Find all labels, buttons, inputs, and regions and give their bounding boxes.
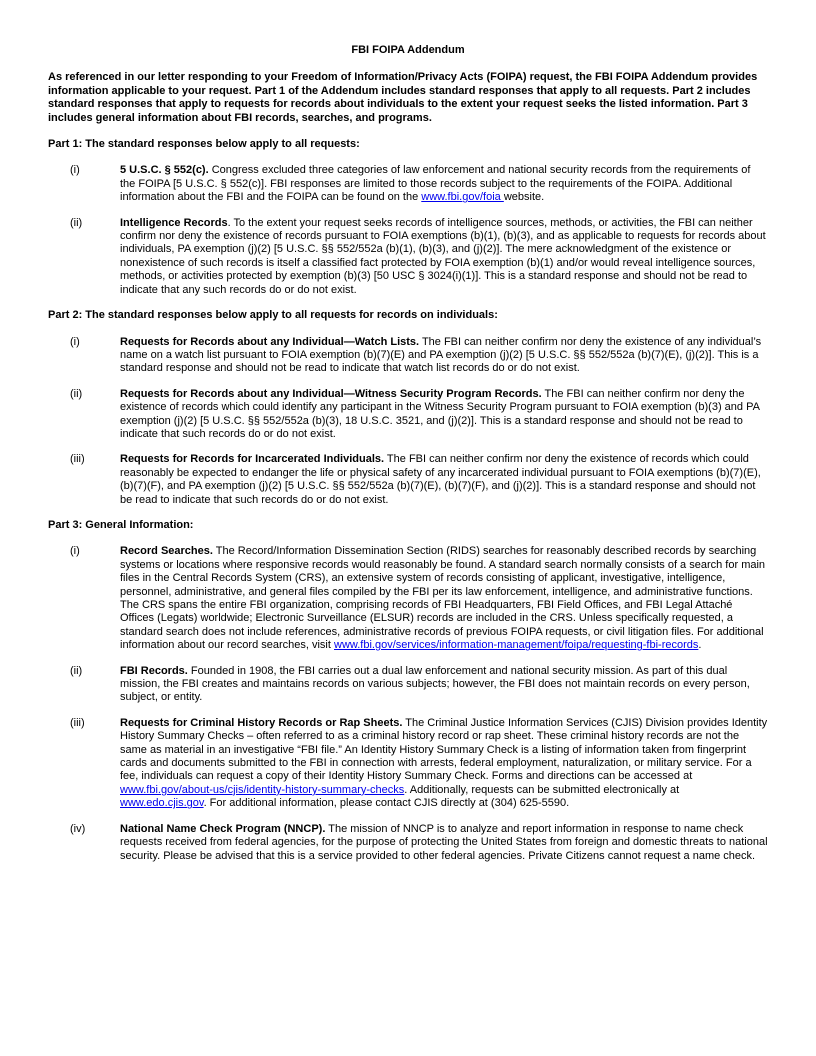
item-text: The Record/Information Dissemination Section (RIDS) searches for reasonably described records by searching systems or locations where responsive records would reasonably be found. A standard search normally consists of a search for main files in the Central Records System (CRS), an extensive system of records consisting of applicant, investigative, intelligence, personnel, administrative, and general files compiled by the FBI per its law enforcement, intelligence, and administrative functions. The CRS spans the entire FBI organization, comprising records of FBI Headquarters, FBI Field Offices, and FBI Legal Attaché Offices (Legats) worldwide; Electronic Surveillance (ELSUR) records are included in the CRS. Unless specifically requested, a standard search does not include references, administrative records of previous FOIPA requests, or civil litigation files. For additional information about our record searches, visit bbox=[120, 545, 766, 652]
item-body bbox=[120, 217, 768, 297]
item-body bbox=[120, 336, 768, 376]
item-lead: 5 U.S.C. § 552(c). bbox=[120, 164, 209, 177]
item-lead: FBI Records. bbox=[120, 664, 188, 677]
list-item bbox=[48, 717, 768, 811]
item-body bbox=[120, 545, 768, 652]
item-text-after: website. bbox=[503, 191, 545, 204]
item-number: (i) bbox=[70, 335, 80, 348]
list-item bbox=[48, 164, 768, 204]
item-lead: Requests for Criminal History Records or Rap Sheets. bbox=[120, 716, 403, 729]
item-text: The FBI can neither confirm nor deny the existence of records which could identify any participant in the Witness Security Program pursuant to FOIA exemption (b)(3) and PA exemption (j)(2) [5 U.S.C. §§ 552/552a (b)(3), 18 U.S.C. 3521, and (j)(2)]. This is a standard response and should not be read to indicate that such records do or do not exist. bbox=[120, 387, 760, 440]
list-item bbox=[48, 823, 768, 863]
list-item bbox=[48, 665, 768, 705]
list-item bbox=[48, 453, 768, 507]
item-body bbox=[120, 823, 768, 863]
item-text: The FBI can neither confirm nor deny the existence of any individual’s name on a watch list pursuant to FOIA exemption (b)(7)(E) and PA exemption (j)(2) [5 U.S.C. §§ 552/552a (b)(7)(E), (j)(2)]. This is a standard response and should not be read to indicate that watch list records do or do not exist. bbox=[120, 335, 762, 375]
list-item bbox=[48, 336, 768, 376]
item-text-middle: . Additionally, requests can be submitted electronically at bbox=[404, 783, 680, 796]
item-number: (iv) bbox=[70, 822, 86, 835]
item-text: The mission of NNCP is to analyze and report information in response to name check requests received from federal agencies, for the purpose of protecting the United States from foreign and domestic threats to national security. Please be advised that this is a service provided to other federal agencies. Private Citizens cannot request a name check. bbox=[120, 822, 768, 862]
item-body bbox=[120, 453, 768, 507]
list-item bbox=[48, 545, 768, 652]
item-lead: Requests for Records about any Individual—Witness Security Program Records. bbox=[120, 387, 542, 400]
part3-heading: Part 3: General Information: bbox=[48, 518, 194, 531]
item-text: Congress excluded three categories of law enforcement and national security records from the requirements of the FOIPA [5 U.S.C. § 552(c)]. FBI responses are limited to those records subject to the requirements of the FOIPA. Additional information about the FBI and the FOIPA can be found on the bbox=[120, 164, 751, 204]
item-number: (i) bbox=[70, 164, 80, 177]
item-lead: Requests for Records for Incarcerated Individuals. bbox=[120, 453, 385, 466]
item-number: (iii) bbox=[70, 716, 85, 729]
intro-paragraph: As referenced in our letter responding to your Freedom of Information/Privacy Acts (FOIPA) request, the FBI FOIPA Addendum provides information applicable to your request. Part 1 of the Addendum includes standard responses that apply to all requests. Part 2 includes standard responses that apply to requests for records about individuals to the extent your request seeks the listed information. Part 3 includes general information about FBI records, searches, and programs. bbox=[48, 71, 758, 124]
item-text: The Criminal Justice Information Services (CJIS) Division provides Identity History Summary Checks – often referred to as a criminal history record or rap sheet. These criminal history records are not the same as material in an investigative “FBI file.” An Identity History Summary Check is a listing of information taken from fingerprint cards and documents submitted to the FBI in connection with arrests, federal employment, naturalization, or military service. For a fee, individuals can request a copy of their Identity History Summary Check. Forms and directions can be accessed at bbox=[120, 716, 768, 783]
item-number: (i) bbox=[70, 545, 80, 558]
identity-history-link[interactable]: www.fbi.gov/about-us/cjis/identity-history-summary-checks bbox=[120, 783, 405, 796]
item-lead: Record Searches. bbox=[120, 545, 213, 558]
item-number: (ii) bbox=[70, 387, 83, 400]
item-lead: Intelligence Records bbox=[120, 216, 228, 229]
item-body bbox=[120, 665, 768, 705]
part1-heading: Part 1: The standard responses below apply to all requests: bbox=[48, 138, 360, 151]
item-body bbox=[120, 388, 768, 442]
foia-link[interactable]: www.fbi.gov/foia bbox=[421, 191, 504, 204]
record-searches-link[interactable]: www.fbi.gov/services/information-management/foipa/requesting-fbi-records bbox=[334, 639, 699, 652]
item-number: (ii) bbox=[70, 216, 83, 229]
list-item bbox=[48, 217, 768, 297]
list-item bbox=[48, 388, 768, 442]
edo-cjis-link[interactable]: www.edo.cjis.gov bbox=[120, 797, 204, 810]
item-text: The FBI can neither confirm nor deny the existence of records which could reasonably be expected to endanger the life or physical safety of any incarcerated individual pursuant to FOIA exemptions (b)(7)(E), (b)(7)(F), and PA exemption (j)(2) [5 U.S.C. §§ 552/552a (b)(7)(E), (b)(7)(F), and (j)(2)]. This is a standard response and should not be read to indicate that such records do or do not exist. bbox=[120, 453, 761, 506]
item-number: (iii) bbox=[70, 453, 85, 466]
item-text-after: . bbox=[698, 639, 702, 652]
item-lead: Requests for Records about any Individual—Watch Lists. bbox=[120, 335, 420, 348]
part2-heading: Part 2: The standard responses below apply to all requests for records on individuals: bbox=[48, 309, 498, 322]
item-text: Founded in 1908, the FBI carries out a dual law enforcement and national security mission. As part of this dual mission, the FBI creates and maintains records on various subjects; however, the FBI does not maintain records on every person, subject, or entity. bbox=[120, 664, 750, 704]
item-number: (ii) bbox=[70, 664, 83, 677]
item-lead: National Name Check Program (NNCP). bbox=[120, 822, 326, 835]
item-text-after: . For additional information, please contact CJIS directly at (304) 625-5590. bbox=[203, 797, 570, 810]
item-body bbox=[120, 164, 768, 204]
item-text: . To the extent your request seeks records of intelligence sources, methods, or activities, the FBI can neither confirm nor deny the existence of records pursuant to FOIA exemptions (b)(1), (b)(3), and as applicable to requests for records about individuals, PA exemption (j)(2) [5 U.S.C. §§ 552/552a (b)(1), (b)(3), and (j)(2)]. The mere acknowledgment of the existence or nonexistence of such records is itself a classified fact protected by FOIA exemption (b)(1) and/or would reveal intelligence sources, methods, or activities protected by exemption (b)(3) [50 USC § 3024(i)(1)]. This is a standard response and should not be read to indicate that any such records do or do not exist. bbox=[120, 216, 766, 296]
item-body bbox=[120, 717, 768, 811]
page-title: FBI FOIPA Addendum bbox=[351, 44, 465, 56]
